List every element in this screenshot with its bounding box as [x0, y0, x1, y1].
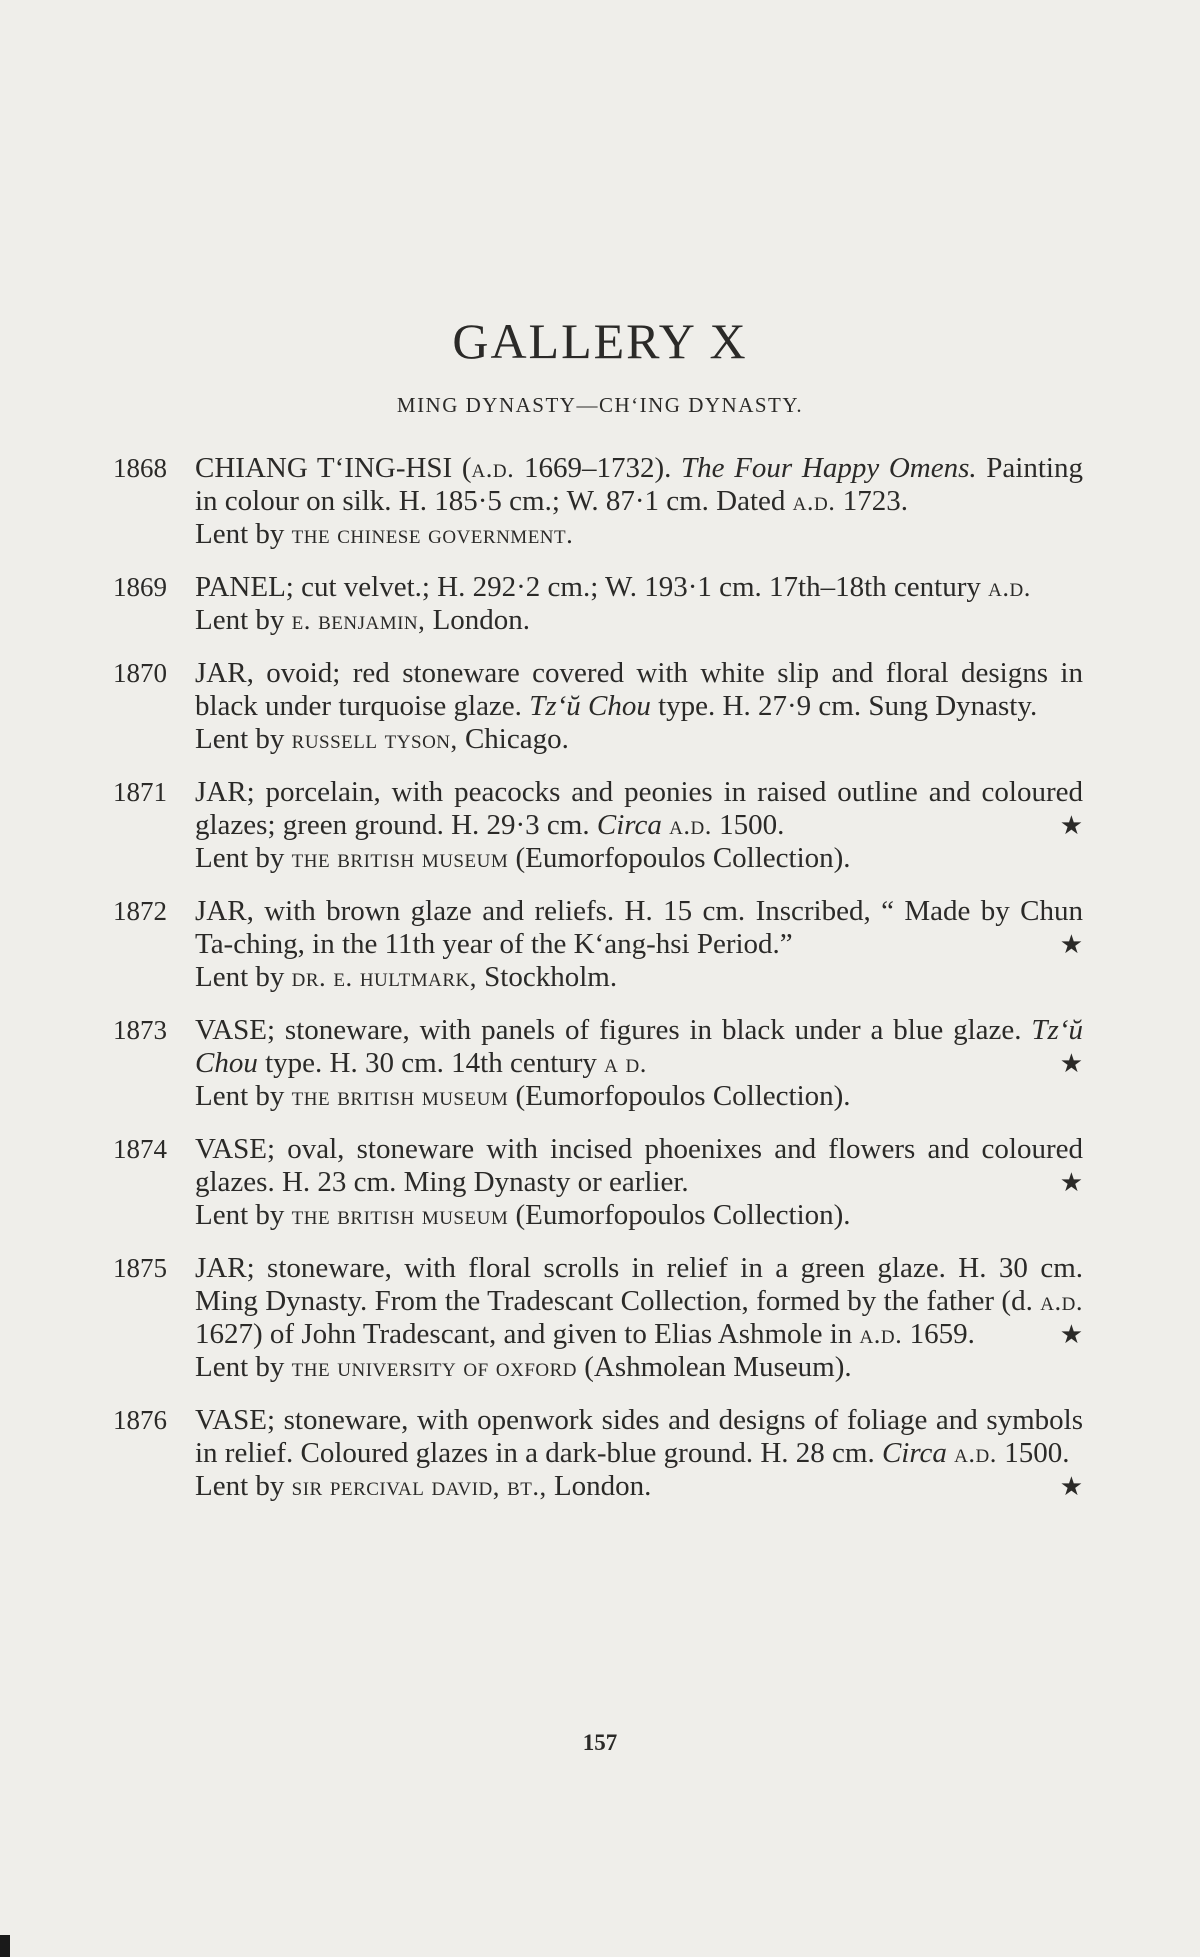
small-caps-text: a.d.	[954, 1438, 997, 1468]
text-run: 1500.	[996, 1437, 1070, 1469]
entry-number: 1874	[113, 1134, 167, 1164]
catalogue-entry	[113, 776, 1083, 875]
text-run: Lent by	[195, 518, 292, 550]
star-icon: ★	[1059, 811, 1083, 840]
small-caps-text: the british museum	[291, 1081, 509, 1111]
text-run: 1627) of John Tradescant, and given to Elias Ashmole in	[195, 1318, 860, 1350]
text-run: JAR; porcelain, with peacocks and peonies in raised outline and coloured glazes; green ground. H. 29·3 cm.	[195, 776, 1083, 841]
italic-text: Circa	[881, 1437, 947, 1469]
catalogue-entry	[113, 1133, 1083, 1232]
lender-line	[195, 842, 1083, 875]
text-run: JAR, with brown glaze and reliefs. H. 15 cm. Inscribed, “ Made by Chun Ta-ching, in the 11th year of the K‘ang-hsi Period.”	[195, 895, 1083, 960]
page-title: GALLERY X	[452, 312, 748, 369]
text-run: (Eumorfopoulos Collection).	[508, 1199, 851, 1231]
small-caps-text: a.d.	[669, 810, 712, 840]
star-icon: ★	[1059, 1320, 1083, 1349]
text-run: type. H. 30 cm. 14th century	[257, 1047, 605, 1079]
text-run: Lent by	[195, 842, 292, 874]
small-caps-text: the chinese government.	[291, 519, 574, 549]
entry-number: 1872	[113, 896, 167, 926]
entry-number: 1871	[113, 777, 167, 807]
small-caps-text: russell tyson,	[291, 724, 458, 754]
catalogue-entry	[113, 657, 1083, 756]
text-run: Painting in colour on silk. H. 185·5 cm.; W. 87·1 cm. Dated	[195, 452, 1083, 517]
entry-description	[195, 571, 1083, 604]
entry-number: 1870	[113, 658, 167, 688]
small-caps-text: the university of oxford	[291, 1352, 577, 1382]
small-caps-text: e. benjamin,	[291, 605, 426, 635]
small-caps-text: dr. e. hultmark,	[291, 962, 477, 992]
text-run: Lent by	[195, 604, 292, 636]
entry-description	[195, 657, 1083, 723]
text-run: (Eumorfopoulos Collection).	[508, 842, 851, 874]
entry-number: 1869	[113, 572, 167, 602]
entry-description	[195, 1252, 1083, 1351]
text-run: VASE; stoneware, with panels of figures in black under a blue glaze.	[195, 1014, 1032, 1046]
text-run: type. H. 27·9 cm. Sung Dynasty.	[650, 690, 1038, 722]
entry-description	[195, 1133, 1083, 1199]
entry-number: 1868	[113, 453, 167, 483]
small-caps-text: sir percival david, bt.,	[291, 1471, 547, 1501]
entry-number: 1875	[113, 1253, 167, 1283]
entry-description	[195, 776, 1083, 842]
text-run: 1659.	[902, 1318, 975, 1350]
text-run: PANEL; cut velvet.; H. 292·2 cm.; W. 193·1 cm. 17th–18th century	[195, 571, 989, 603]
text-run: 1500.	[711, 809, 785, 841]
text-run: London.	[425, 604, 531, 636]
text-run: JAR; stoneware, with floral scrolls in relief in a green glaze. H. 30 cm. Ming Dynasty. From the Tradescant Collection, formed by the father (d.	[195, 1252, 1083, 1317]
small-caps-text: a d.	[604, 1048, 647, 1078]
italic-text: Tz‘ŭ Chou	[195, 1014, 1083, 1079]
text-run: JAR, ovoid; red stoneware covered with white slip and floral designs in black under turquoise glaze.	[195, 657, 1083, 722]
text-run: Lent by	[195, 1199, 292, 1231]
page-subtitle: MING DYNASTY—CH‘ING DYNASTY.	[396, 393, 804, 417]
italic-text: The Four Happy Omens.	[681, 452, 977, 484]
catalogue-entry	[113, 1014, 1083, 1113]
lender-line	[195, 1351, 1083, 1384]
text-run: Lent by	[195, 723, 292, 755]
small-caps-text: a.d.	[1040, 1286, 1083, 1316]
lender-line	[195, 604, 1083, 637]
scan-edge-mark	[0, 1935, 10, 1957]
lender-line	[195, 723, 1083, 756]
text-run: VASE; oval, stoneware with incised phoenixes and flowers and coloured glazes. H. 23 cm. Ming Dynasty or earlier.	[195, 1133, 1083, 1198]
star-icon: ★	[1059, 930, 1083, 959]
text-run: Stockholm.	[476, 961, 618, 993]
small-caps-text: a.d.	[471, 453, 515, 483]
lender-line	[195, 518, 1083, 551]
italic-text: Tz‘ŭ Chou	[529, 690, 651, 722]
catalogue-entry	[113, 571, 1083, 637]
text-run: 1669–1732).	[514, 452, 682, 484]
text-run: VASE; stoneware, with openwork sides and designs of foliage and symbols in relief. Coloured glazes in a dark-blue ground. H. 28 cm.	[195, 1404, 1083, 1469]
small-caps-text: the british museum	[291, 1200, 509, 1230]
text-run: Lent by	[195, 1470, 292, 1502]
small-caps-text: a.d.	[988, 572, 1031, 602]
catalogue-entries	[113, 452, 1083, 1523]
text-run: Lent by	[195, 961, 292, 993]
text-run	[662, 809, 669, 841]
lender-line	[195, 1199, 1083, 1232]
star-icon: ★	[1059, 1472, 1083, 1501]
catalogue-entry	[113, 895, 1083, 994]
lender-line	[195, 1470, 1083, 1503]
text-run: Lent by	[195, 1351, 292, 1383]
italic-text: Circa	[596, 809, 662, 841]
text-run: CHIANG T‘ING-HSI (	[195, 452, 472, 484]
lender-line	[195, 961, 1083, 994]
lender-line	[195, 1080, 1083, 1113]
text-run: (Eumorfopoulos Collection).	[508, 1080, 851, 1112]
catalogue-entry	[113, 1252, 1083, 1384]
page-number: 157	[582, 1730, 618, 1755]
small-caps-text: a.d.	[859, 1319, 903, 1349]
small-caps-text: a.d.	[792, 486, 836, 516]
small-caps-text: the british museum	[291, 843, 509, 873]
entry-number: 1876	[113, 1405, 167, 1435]
text-run: Chicago.	[457, 723, 569, 755]
text-run: Lent by	[195, 1080, 292, 1112]
catalogue-entry	[113, 1404, 1083, 1503]
entry-number: 1873	[113, 1015, 167, 1045]
catalogue-entry	[113, 452, 1083, 551]
entry-description	[195, 452, 1083, 518]
star-icon: ★	[1059, 1168, 1083, 1197]
text-run: (Ashmolean Museum).	[577, 1351, 852, 1383]
text-run: 1723.	[835, 485, 908, 517]
star-icon: ★	[1059, 1049, 1083, 1078]
entry-description	[195, 1014, 1083, 1080]
text-run: London.	[546, 1470, 652, 1502]
entry-description	[195, 895, 1083, 961]
